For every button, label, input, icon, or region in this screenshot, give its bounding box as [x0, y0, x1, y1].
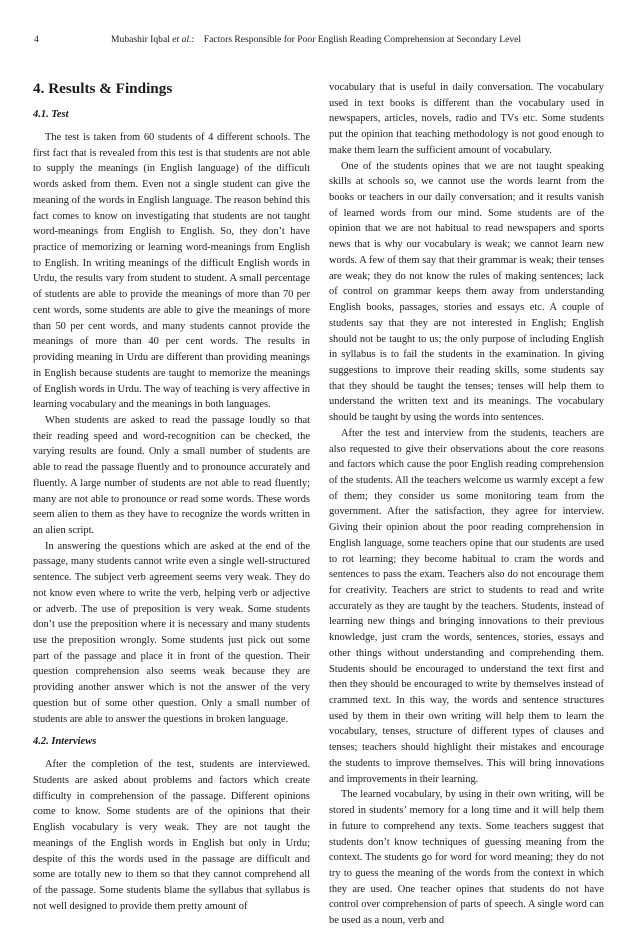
paragraph: When students are asked to read the passage loudly so that their reading speed and word-recognition can be checked, the varying results are found. Only a small number of students are able to read the passage fluently and to pronounce accurately and fluently. A large number of students are not able to read fluently; many are not able to pronounce or read some words. These words seem alien to them as they have to recognize the words written in an alien script. — [33, 414, 310, 536]
paragraph: After the completion of the test, students are interviewed. Students are asked about problems and factors which create difficulty in comprehension of the passage. Different opinions come to know. Some students are of the opinions that their English vocabulary is very weak. They are not taught the meanings of the English words in English but only in Urdu; despite of this the words used in the passage are difficult and some are totally new to them so that they cannot comprehend all of the passage. Some students blame the syllabus that syllabus is not well designed to provide them pretty amount of — [33, 759, 310, 912]
running-title — [111, 33, 521, 47]
paragraph: The learned vocabulary, by using in their own writing, will be stored in students’ memory for a long time and it will help them in future to comprehend any texts. Some teachers suggest that students don’t know techniques of guessing meaning from the context. The students go for word for word meaning; they do not try to guess the meaning of the words from the context in which they are used. One teacher opines that students do not have control over comprehension of parts of speech. A single word can be used as a noun, verb and — [329, 789, 604, 927]
paragraph: vocabulary that is useful in daily conversation. The vocabulary used in text books is different than the vocabulary used in newspapers, articles, novels, radio and TVs etc. Some students put the opinion that teaching methodology is not good enough to make them learn the sufficient amount of vocabulary. — [329, 82, 604, 156]
subsection-heading-interviews: 4.2. Interviews — [33, 736, 97, 748]
paragraph: In answering the questions which are asked at the end of the passage, many students cannot write even a single well-structured sentence. The subject verb agreement seems very weak. They do not know even where to write the verb, helping verb or adjective or adverb. The use of preposition is very weak. Some students don’t use the preposition where it is necessary and many students use the preposition wrongly. Some students just pick out some part of the passage and place it in front of the question. Their question comprehension also seems weak because they are providing another answer which is not the answer of the very question but of some other question. Only a small number of students are able to answer the questions in broken language. — [33, 540, 310, 725]
header-title: Factors Responsible for Poor English Reading Comprehension at Secondary Level — [203, 34, 522, 45]
section-heading: 4. Results & Findings — [33, 80, 173, 97]
header-separator: : — [191, 34, 195, 45]
header-et-al: et al. — [172, 34, 192, 45]
paragraph: The test is taken from 60 students of 4 different schools. The first fact that is revealed from this test is that students are not able to supply the meanings (in English language) of the difficult words asked from them. Even not a single student can give the meaning of the words in English language. The reason behind this fact comes to know on investigating that students are not taught word-meanings from English to English. So, they don’t have practice of memorizing or learning word-meanings from English to English. In writing meanings of the difficult English words in Urdu, the results vary from student to student. A small percentage of students are able to provide the meanings of more than 70 per cent words, some students are able to give the meanings of more than 50 per cent words, and many students cannot provide the meanings of more than 40 per cent words. The results in providing meaning in Urdu are different than providing meanings in English because students are taught to memorize the meanings of English words in Urdu. The way of teaching is very affective in learning vocabulary and the meanings in both languages. — [33, 132, 311, 411]
left-column — [33, 80, 310, 915]
running-header — [34, 33, 618, 47]
paragraph: One of the students opines that we are not taught speaking skills at schools so, we cannot use the words learnt from the books or teachers in our daily conversation; and it results vanish of learned words from our mind. Some students are of the opinion that we are not habitual to read newspapers and sports news that is why our vocabulary is weak; we cannot learn new words. A few of them say that their grammar is weak; their tenses are weak; they do not know the rules of making sentences; lack of control on grammar keeps them away from understanding English books, passages, stories and essays etc. A couple of students say that they are not interested in English; English should not be taught to us; the only purpose of including English in syllabus is to fail the students in the examination. In giving suggestions to improve their reading skills, some students say that they should be taught the tenses; tenses will help them to understand the written text and its meanings. The vocabulary should be taught by using the words into sentences. — [329, 160, 604, 424]
right-column — [329, 80, 604, 929]
header-authors: Mubashir Iqbal — [111, 34, 170, 45]
page-number: 4 — [34, 34, 39, 45]
subsection-heading-test: 4.1. Test — [33, 109, 69, 120]
paragraph: After the test and interview from the students, teachers are also requested to give their observations about the core reasons and factors which cause the poor English reading comprehension of the students. All the teachers welcome us warmly except a few of them; they consider us some monitoring team from the government. After the satisfaction, they agree for interview. Giving their opinion about the poor reading comprehension in English language, some teachers opine that our students are used to rot learning; they become habitual to cram the words and sentences to pass the exam. Teachers also do not encourage them for creativity. Teachers are strict to students to read and write accurately as they are taught by the teachers. Students, instead of learning new things and bringing innovations to their previous knowledge, just cram the words, sentences, stories, essays and other things without understanding and comprehending them. Students should be encouraged to understand the text first and then they should be encouraged to write by themselves instead of crammed text. In this way, the words and sentence structures used by them in their own writing will help them to learn the vocabulary, tenses, structure of different types of clauses and tenses; teachers should highlight their mistakes and encourage the students to improve themselves. This will bring innovations and improvements in their learning. — [329, 427, 604, 785]
